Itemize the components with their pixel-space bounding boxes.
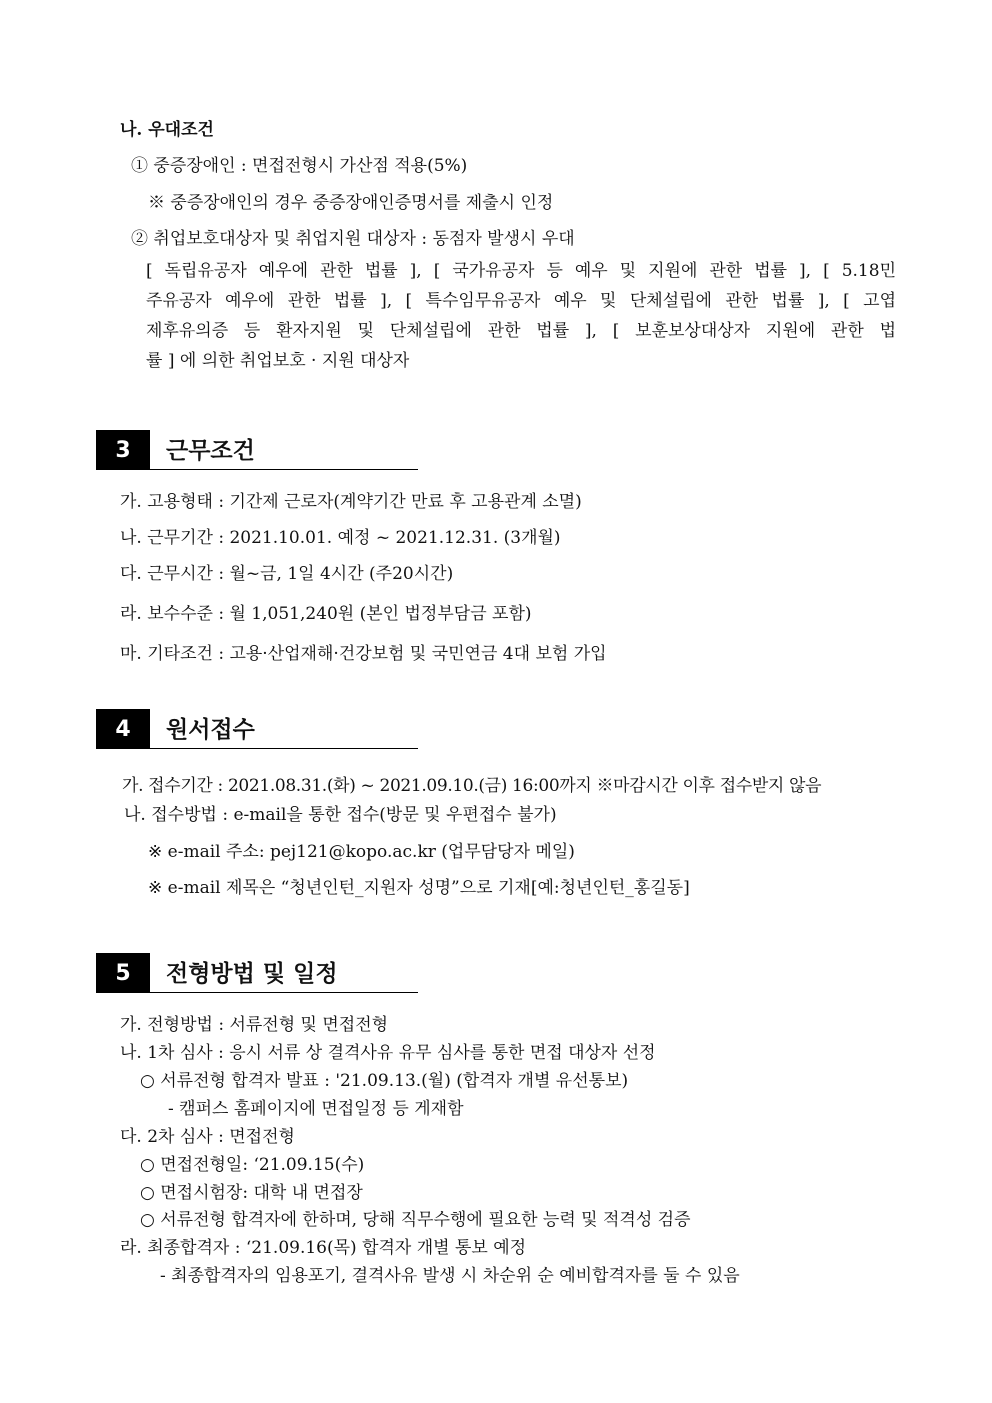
section-title-underline bbox=[150, 748, 418, 749]
preferential-item-severe-disability: ① 중증장애인 : 면접전형시 가산점 적용(5%) bbox=[131, 156, 468, 176]
preferential-law-line: [ 독립유공자 예우에 관한 법률 ], [ 국가유공자 등 예우 및 지원에 관한 법률 ], [ 5.18민 bbox=[146, 261, 896, 281]
preferential-law-line: 주유공자 예우에 관한 법률 ], [ 특수임무유공자 예우 및 단체설립에 관한 법률 ], [ 고엽 bbox=[146, 291, 896, 311]
selection-line: - 캠퍼스 홈페이지에 면접일정 등 게재함 bbox=[168, 1099, 464, 1119]
selection-line: 라. 최종합격자 : ‘21.09.16(목) 합격자 개별 통보 예정 bbox=[120, 1238, 527, 1258]
work-condition-item: 라. 보수수준 : 월 1,051,240원 (본인 법정부담금 포함) bbox=[120, 604, 532, 624]
work-condition-item: 다. 근무시간 : 월~금, 1일 4시간 (주20시간) bbox=[120, 564, 454, 584]
preferential-heading: 나. 우대조건 bbox=[120, 120, 214, 140]
section-number-badge: 4 bbox=[96, 709, 150, 749]
section-title: 근무조건 bbox=[166, 437, 255, 464]
selection-line: 가. 전형방법 : 서류전형 및 면접전형 bbox=[120, 1015, 389, 1035]
section-title-underline bbox=[150, 992, 418, 993]
selection-line: ○ 서류전형 합격자 발표 : '21.09.13.(월) (합격자 개별 유선통보) bbox=[140, 1071, 629, 1091]
section-title-underline bbox=[150, 469, 418, 470]
email-subject-note: ※ e-mail 제목은 “청년인턴_지원자 성명”으로 기재[예:청년인턴_홍길동] bbox=[148, 878, 690, 898]
selection-line: 다. 2차 심사 : 면접전형 bbox=[120, 1127, 295, 1147]
work-condition-item: 마. 기타조건 : 고용·산업재해·건강보험 및 국민연금 4대 보험 가입 bbox=[120, 644, 607, 664]
selection-line: - 최종합격자의 임용포기, 결격사유 발생 시 차순위 순 예비합격자를 둘 수 있음 bbox=[160, 1266, 740, 1286]
selection-line: ○ 서류전형 합격자에 한하며, 당해 직무수행에 필요한 능력 및 적격성 검증 bbox=[140, 1210, 691, 1230]
email-address-note: ※ e-mail 주소: pej121@kopo.ac.kr (업무담당자 메일) bbox=[148, 842, 575, 862]
preferential-law-line: 률 ] 에 의한 취업보호 · 지원 대상자 bbox=[146, 351, 410, 371]
application-period: 가. 접수기간 : 2021.08.31.(화) ~ 2021.09.10.(금) 16:00까지 ※마감시간 이후 접수받지 않음 bbox=[122, 776, 822, 796]
application-method: 나. 접수방법 : e-mail을 통한 접수(방문 및 우편접수 불가) bbox=[124, 805, 557, 825]
section-title: 전형방법 및 일정 bbox=[166, 960, 338, 987]
work-condition-item: 가. 고용형태 : 기간제 근로자(계약기간 만료 후 고용관계 소멸) bbox=[120, 492, 582, 512]
section-number-badge: 5 bbox=[96, 953, 150, 993]
section-title: 원서접수 bbox=[166, 716, 255, 743]
selection-line: 나. 1차 심사 : 응시 서류 상 결격사유 유무 심사를 통한 면접 대상자 선정 bbox=[120, 1043, 656, 1063]
work-condition-item: 나. 근무기간 : 2021.10.01. 예정 ~ 2021.12.31. (3개월) bbox=[120, 528, 561, 548]
selection-line: ○ 면접전형일: ‘21.09.15(수) bbox=[140, 1155, 365, 1175]
preferential-item-note: ※ 중증장애인의 경우 중증장애인증명서를 제출시 인정 bbox=[148, 193, 554, 213]
section-number-badge: 3 bbox=[96, 430, 150, 470]
selection-line: ○ 면접시험장: 대학 내 면접장 bbox=[140, 1183, 363, 1203]
preferential-item-employment-protection: ② 취업보호대상자 및 취업지원 대상자 : 동점자 발생시 우대 bbox=[131, 229, 575, 249]
preferential-law-line: 제후유의증 등 환자지원 및 단체설립에 관한 법률 ], [ 보훈보상대상자 지원에 관한 법 bbox=[146, 321, 896, 341]
